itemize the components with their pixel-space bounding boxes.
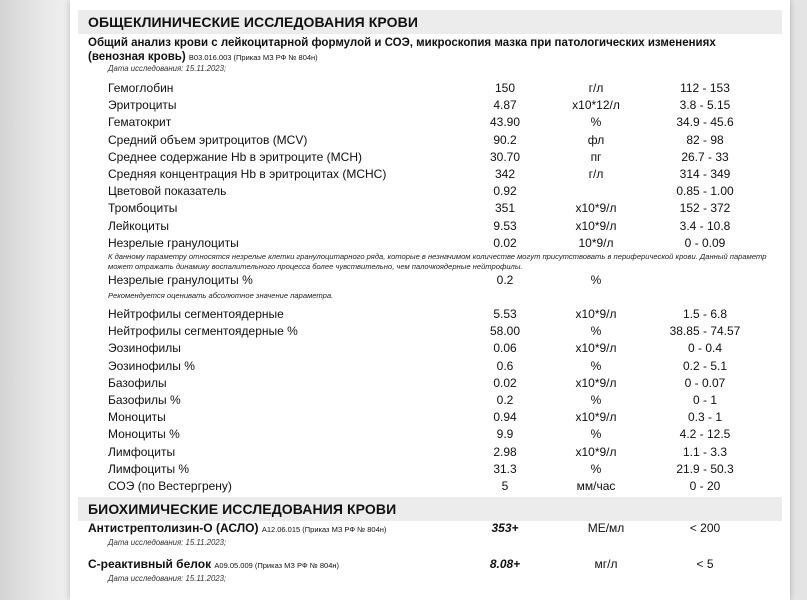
result-name: Лимфоциты [108,444,176,459]
cbc-test-title-tail: (венозная кровь) [88,50,186,63]
result-unit: x10*9/л [575,201,617,216]
result-reference: 0 - 0.09 [684,235,726,250]
result-name: Лейкоциты [108,218,170,233]
result-unit: % [590,115,602,130]
result-value: 0.02 [493,235,517,250]
result-reference: 1.1 - 3.3 [682,444,728,459]
result-name: Лимфоциты % [108,461,190,476]
result-unit: % [590,461,602,476]
result-name: Эритроциты [108,98,177,113]
result-value: 9.53 [493,218,517,233]
result-row [70,149,790,166]
result-reference: 314 - 349 [679,167,731,181]
biochem-reference: < 5 [696,557,714,571]
result-reference: 3.4 - 10.8 [679,218,731,233]
biochem-test-code: A09.05.009 (Приказ МЗ РФ № 804н) [214,561,340,570]
result-value: 5 [501,479,509,493]
result-name: Цветовой показатель [108,184,227,199]
result-name: Моноциты % [108,427,180,442]
result-row [70,200,790,217]
result-reference: 0 - 0.07 [684,375,726,390]
biochem-value: 353+ [491,521,519,535]
report-sheet [70,0,790,600]
result-row [70,375,790,392]
biochem-name [88,519,386,539]
result-row [70,478,790,495]
result-reference: 21.9 - 50.3 [676,461,734,476]
biochem-test-name: С-реактивный белок [88,557,212,571]
result-row [70,166,790,183]
biochem-reference: < 200 [689,521,721,535]
section-header-clinical: ОБЩЕКЛИНИЧЕСКИЕ ИССЛЕДОВАНИЯ КРОВИ [78,10,782,34]
result-row [70,235,790,252]
result-unit: пг [590,149,602,164]
result-name: Гемоглобин [108,81,174,95]
result-reference: 4.2 - 12.5 [679,427,731,442]
result-name: Эозинофилы % [108,358,195,373]
result-reference: 3.8 - 5.15 [679,98,731,113]
biochem-date: Дата исследования: 15.11.2023; [108,574,227,583]
result-unit: % [590,393,602,407]
biochem-test-name: Антистрептолизин-О (АСЛО) [88,521,259,535]
result-row [70,392,790,409]
biochem-unit: мг/л [594,557,618,571]
result-unit: % [590,324,602,339]
biochem-unit: МЕ/мл [587,521,625,535]
result-value: 31.3 [493,461,517,476]
result-reference: 0.3 - 1 [687,410,723,425]
result-unit: % [590,427,602,442]
result-name: Базофилы [108,375,167,390]
note-immature-granulocytes: К данному параметру относятся незрелые клетки гранулоцитарного ряда, которые в незначимом количестве могут присутствовать в периферической крови. Данный параметр может отражать динамику воспалительного процесса более чувствительно, чем палочкоядерные нейтрофилы. [108,252,767,271]
result-row [70,80,790,97]
biochem-row [70,555,790,573]
result-unit: x10*9/л [575,375,617,390]
result-unit: x10*9/л [575,410,617,425]
result-name: Базофилы % [108,393,181,407]
result-value: 0.6 [496,358,514,373]
result-value: 30.70 [489,149,521,164]
biochem-name [88,555,339,575]
result-row-ig-percent [70,272,790,289]
result-name: Гематокрит [108,115,172,130]
biochem-date: Дата исследования: 15.11.2023; [108,538,227,547]
result-unit: x10*9/л [575,341,617,356]
result-reference: 26.7 - 33 [681,149,729,164]
result-value: 2.98 [493,444,517,459]
result-row [70,323,790,340]
result-row [70,461,790,478]
result-row [70,358,790,375]
result-unit: мм/час [576,479,616,493]
biochem-row [70,519,790,537]
result-row [70,218,790,235]
result-name: Средний объем эритроцитов (MCV) [108,132,308,147]
page-shadow-right [790,0,807,600]
result-reference: 0 - 20 [689,479,721,493]
result-name: Моноциты [108,410,166,425]
result-value: 0.92 [493,184,517,199]
cbc-test-title-line1: Общий анализ крови с лейкоцитарной формулой и СОЭ, микроскопия мазка при патологических изменениях [88,37,716,49]
result-row [70,444,790,461]
result-row [70,409,790,426]
page-shadow-left [0,0,70,600]
result-value: 4.87 [493,98,517,113]
result-name: Нейтрофилы сегментоядерные % [108,324,298,339]
result-unit: фл [587,132,605,147]
result-name: Незрелые гранулоциты [108,235,239,250]
result-reference: 0 - 1 [692,393,717,407]
result-name: Эозинофилы [108,341,181,356]
result-name: Незрелые гранулоциты % [108,273,253,287]
result-value: 0.06 [493,341,517,356]
result-value: 0.94 [493,410,517,425]
biochem-test-code: A12.06.015 (Приказ МЗ РФ № 804н) [261,525,387,534]
result-unit: г/л [588,167,604,181]
result-unit: % [590,273,602,287]
result-row [70,114,790,131]
result-value: 342 [494,167,516,181]
cbc-test-title [88,37,778,64]
result-row [70,340,790,357]
result-row [70,426,790,443]
note-absolute-value: Рекомендуется оценивать абсолютное значение параметра. [108,291,334,300]
result-value: 5.53 [493,307,517,321]
result-row [70,183,790,200]
result-name: Нейтрофилы сегментоядерные [108,307,284,321]
result-value: 0.2 [496,273,514,287]
result-reference: 0.85 - 1.00 [676,184,734,199]
result-value: 0.2 [496,393,514,407]
cbc-test-code: B03.016.003 (Приказ МЗ РФ № 804н) [188,52,318,62]
result-row [70,97,790,114]
cbc-test-date: Дата исследования: 15.11.2023; [108,64,227,73]
result-value: 90.2 [493,132,517,147]
result-value: 9.9 [496,427,514,442]
result-reference: 0.2 - 5.1 [682,358,728,373]
result-value: 150 [494,81,516,95]
result-row [70,132,790,149]
result-unit: x10*12/л [572,98,620,113]
result-unit: x10*9/л [575,444,617,459]
result-name: СОЭ (по Вестергрену) [108,479,232,493]
biochem-value: 8.08+ [489,557,521,571]
result-reference: 112 - 153 [680,81,730,95]
result-unit: % [590,358,602,373]
result-name: Среднее содержание Hb в эритроците (MCH) [108,149,362,164]
section-header-biochemistry: БИОХИМИЧЕСКИЕ ИССЛЕДОВАНИЯ КРОВИ [78,497,782,521]
result-value: 0.02 [493,375,517,390]
result-row [70,306,790,323]
result-unit: x10*9/л [575,218,617,233]
cbc-test-title-line2 [88,51,778,65]
result-name: Тромбоциты [108,201,178,216]
result-value: 43.90 [489,115,521,130]
result-reference: 34.9 - 45.6 [676,115,734,130]
result-reference: 38.85 - 74.57 [669,324,741,339]
result-value: 351 [494,201,516,216]
result-value: 58.00 [489,324,521,339]
result-reference: 1.5 - 6.8 [682,307,728,321]
result-unit: 10*9/л [578,235,614,250]
result-unit: x10*9/л [575,307,617,321]
result-name: Средняя концентрация Hb в эритроцитах (MCHC) [108,167,387,181]
result-unit: г/л [588,81,604,95]
result-reference: 152 - 372 [679,201,731,216]
result-reference: 0 - 0.4 [687,341,723,356]
result-reference: 82 - 98 [686,132,724,147]
